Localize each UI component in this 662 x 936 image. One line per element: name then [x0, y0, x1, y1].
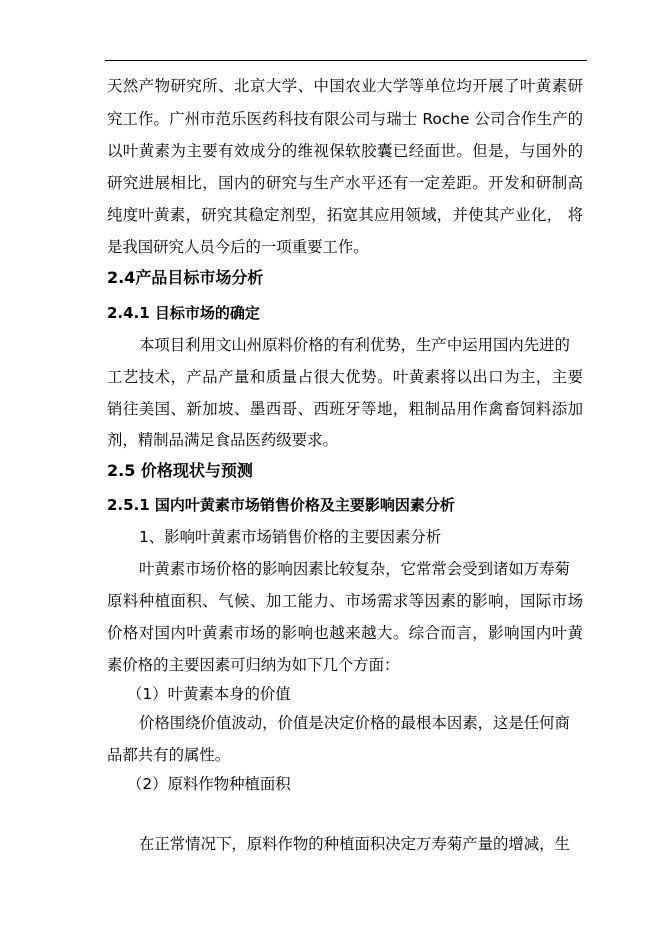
paragraph-line: 天然产物研究所、北京大学、中国农业大学等单位均开展了叶黄素研 — [107, 77, 583, 95]
header-rule — [105, 60, 587, 61]
paragraph-line: 品都共有的属性。 — [107, 746, 231, 764]
paragraph-line: 工艺技术，产品产量和质量占很大优势。叶黄素将以出口为主，主要 — [107, 368, 583, 386]
paragraph-line: 销往美国、新加坡、墨西哥、西班牙等地，粗制品用作禽畜饲料添加 — [107, 400, 583, 418]
paragraph-line: 价格对国内叶黄素市场的影响也越来越大。综合而言，影响国内叶黄 — [107, 624, 583, 642]
section-heading-2-5: 2.5 价格现状与预测 — [107, 461, 253, 480]
paragraph-line: 叶黄素市场价格的影响因素比较复杂，它常常会受到诸如万寿菊 — [139, 560, 570, 578]
factor-1-title: （1）叶黄素本身的价值 — [127, 685, 291, 703]
paragraph-line: 剂，精制品满足食品医药级要求。 — [107, 431, 338, 449]
paragraph-line: 原料种植面积、气候、加工能力、市场需求等因素的影响，国际市场 — [107, 592, 583, 610]
paragraph-line: 价格围绕价值波动，价值是决定价格的最根本因素，这是任何商 — [139, 714, 570, 732]
paragraph-line: 以叶黄素为主要有效成分的维视保软胶囊已经面世。但是，与国外的 — [107, 142, 583, 160]
factor-2-title: （2）原料作物种植面积 — [127, 775, 291, 793]
paragraph-line: 本项目利用文山州原料价格的有利优势，生产中运用国内先进的 — [139, 336, 570, 354]
subheading-factors: 1、影响叶黄素市场销售价格的主要因素分析 — [139, 528, 442, 546]
section-heading-2-4-1: 2.4.1 目标市场的确定 — [107, 304, 260, 322]
paragraph-line: 纯度叶黄素，研究其稳定剂型，拓宽其应用领域，并使其产业化， 将 — [107, 206, 583, 224]
paragraph-line: 素价格的主要因素可归纳为如下几个方面： — [107, 656, 400, 674]
section-heading-2-4: 2.4产品目标市场分析 — [107, 268, 264, 287]
paragraph-line: 在正常情况下，原料作物的种植面积决定万寿菊产量的增减，生 — [139, 835, 570, 853]
paragraph-line: 研究进展相比，国内的研究与生产水平还有一定差距。开发和研制高 — [107, 174, 583, 192]
paragraph-line: 是我国研究人员今后的一项重要工作。 — [107, 238, 369, 256]
paragraph-line: 究工作。广州市范乐医药科技有限公司与瑞士 Roche 公司合作生产的 — [107, 110, 583, 128]
section-heading-2-5-1: 2.5.1 国内叶黄素市场销售价格及主要影响因素分析 — [107, 496, 455, 514]
